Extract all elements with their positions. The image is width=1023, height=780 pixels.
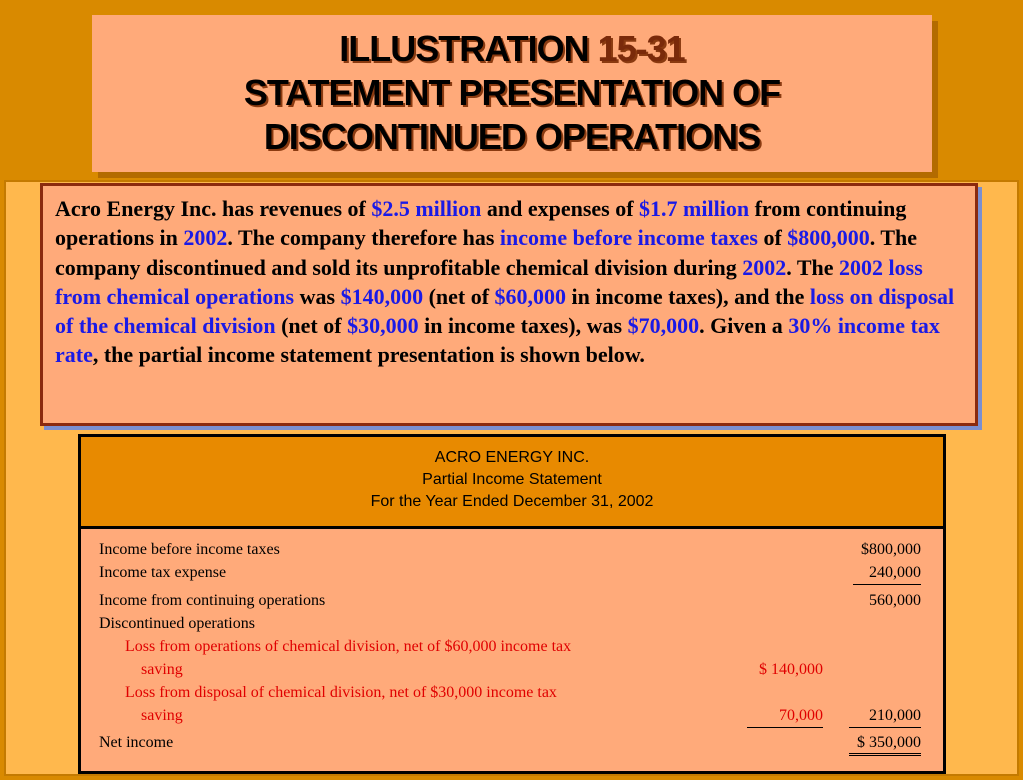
row-income-tax-expense [81,564,943,586]
row-loss-disposal-cont [81,707,943,731]
row-net-income [81,734,943,758]
title-line-3: DISCONTINUED OPERATIONS [263,116,761,157]
highlighted-value: $2.5 million [371,196,482,221]
title-box [92,15,932,172]
row-label: Net income [99,734,174,751]
company-name: ACRO ENERGY INC. [434,449,590,466]
description-box [40,183,978,426]
highlighted-value: 2002 [183,225,228,251]
row-loss-operations-cont [81,661,943,683]
highlighted-value: $70,000 [627,313,700,339]
row-value: $ 350,000 [849,734,921,756]
highlighted-value: income before income taxes [499,225,758,251]
description-text: (net of [275,313,348,339]
description-text: . The [786,254,840,280]
row-value: 240,000 [853,564,921,585]
highlighted-value: 2002 [742,254,787,280]
highlighted-value: 30% income tax rate [55,313,940,368]
row-value: $800,000 [861,541,921,558]
highlighted-value: $800,000 [787,225,870,251]
row-income-before-taxes [81,541,943,563]
row-label: Loss from disposal of chemical division, net of $30,000 income tax [125,684,557,701]
row-loss-disposal [81,684,943,706]
row-label: Income tax expense [99,564,227,581]
row-label: Income from continuing operations [99,592,326,609]
row-income-continuing [81,592,943,614]
row-loss-operations [81,638,943,660]
row-label: Discontinued operations [99,615,255,632]
highlighted-value: 2002 loss from chemical operations [55,254,923,309]
description-text: was [294,283,341,309]
description-text: and expenses of [481,196,640,221]
row-label: saving [141,661,183,678]
description-text: . The company discontinued and sold its unprofitable chemical division during [55,225,918,280]
row-value: $ 140,000 [759,661,823,678]
income-statement [78,434,946,774]
illustration-number: 15-31 [597,28,685,69]
description-text: (net of [423,283,495,309]
row-label: Income before income taxes [99,541,280,558]
title-line-1 [92,27,932,71]
statement-period: For the Year Ended December 31, 2002 [370,493,654,510]
statement-header [81,437,943,529]
description-text: . Given a [699,313,789,339]
description-text: Acro Energy Inc. has revenues of [55,196,372,221]
row-value: 70,000 [747,707,823,728]
description-text: in income taxes), was [418,313,628,339]
highlighted-value: $1.7 million [639,196,750,221]
highlighted-value: $140,000 [340,283,424,309]
highlighted-value: $30,000 [347,313,419,339]
title-label: ILLUSTRATION [339,28,589,69]
description-text: , the partial income statement presentation is shown below. [92,342,645,368]
row-label: saving [141,707,183,724]
highlighted-value: $60,000 [494,283,567,309]
row-label: Loss from operations of chemical division, net of $60,000 income tax [125,638,572,655]
row-total: 210,000 [849,707,921,728]
row-discontinued-operations [81,615,943,637]
highlighted-value: loss on disposal of the chemical division [55,283,955,339]
description-text: in income taxes), and the [566,283,810,309]
row-value: 560,000 [869,592,921,609]
title-line-2: STATEMENT PRESENTATION OF [243,72,781,113]
description-text: of [757,225,788,251]
description-text: from continuing operations in [55,196,907,251]
statement-name: Partial Income Statement [422,471,602,488]
description-text: . The company therefore has [227,225,500,251]
